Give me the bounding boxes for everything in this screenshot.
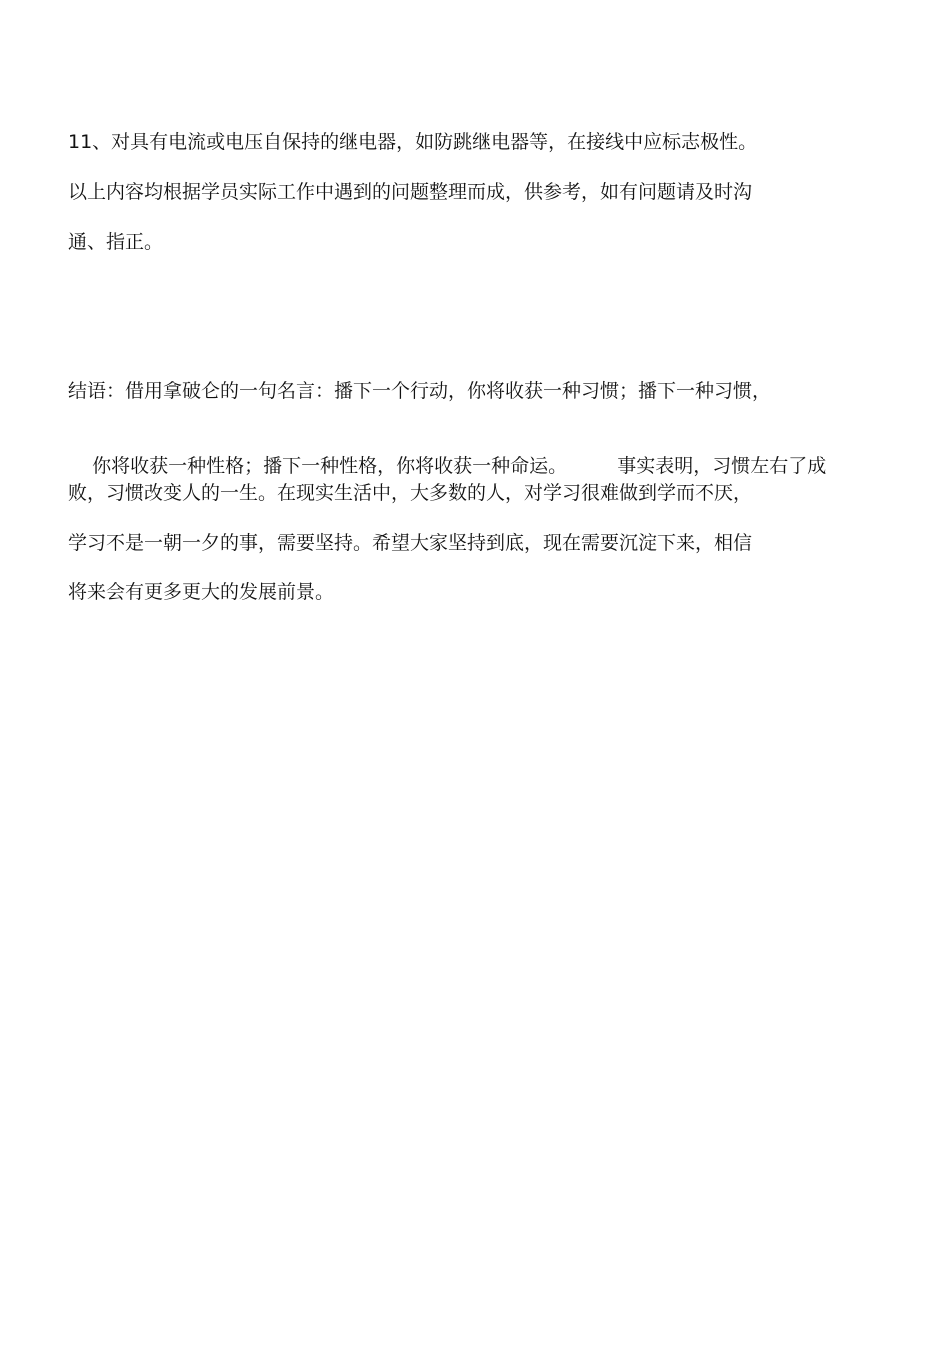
text-line: 以上内容均根据学员实际工作中遇到的问题整理而成，供参考，如有问题请及时沟 bbox=[68, 181, 753, 203]
text-line: 结语：借用拿破仑的一句名言：播下一个行动，你将收获一种习惯；播下一种习惯， bbox=[68, 380, 772, 402]
text-line: 学习不是一朝一夕的事，需要坚持。希望大家坚持到底，现在需要沉淀下来，相信 bbox=[68, 532, 753, 554]
text-line: 败，习惯改变人的一生。在现实生活中，大多数的人，对学习很难做到学而不厌， bbox=[68, 482, 753, 504]
text-line: 通、指正。 bbox=[68, 231, 164, 253]
text-segment: 事实表明，习惯左右了成 bbox=[617, 455, 827, 477]
text-line: 11、对具有电流或电压自保持的继电器，如防跳继电器等，在接线中应标志极性。 bbox=[68, 131, 758, 153]
text-segment: 你将收获一种性格；播下一种性格，你将收获一种命运。 bbox=[92, 455, 568, 477]
text-line: 将来会有更多更大的发展前景。 bbox=[68, 581, 335, 603]
